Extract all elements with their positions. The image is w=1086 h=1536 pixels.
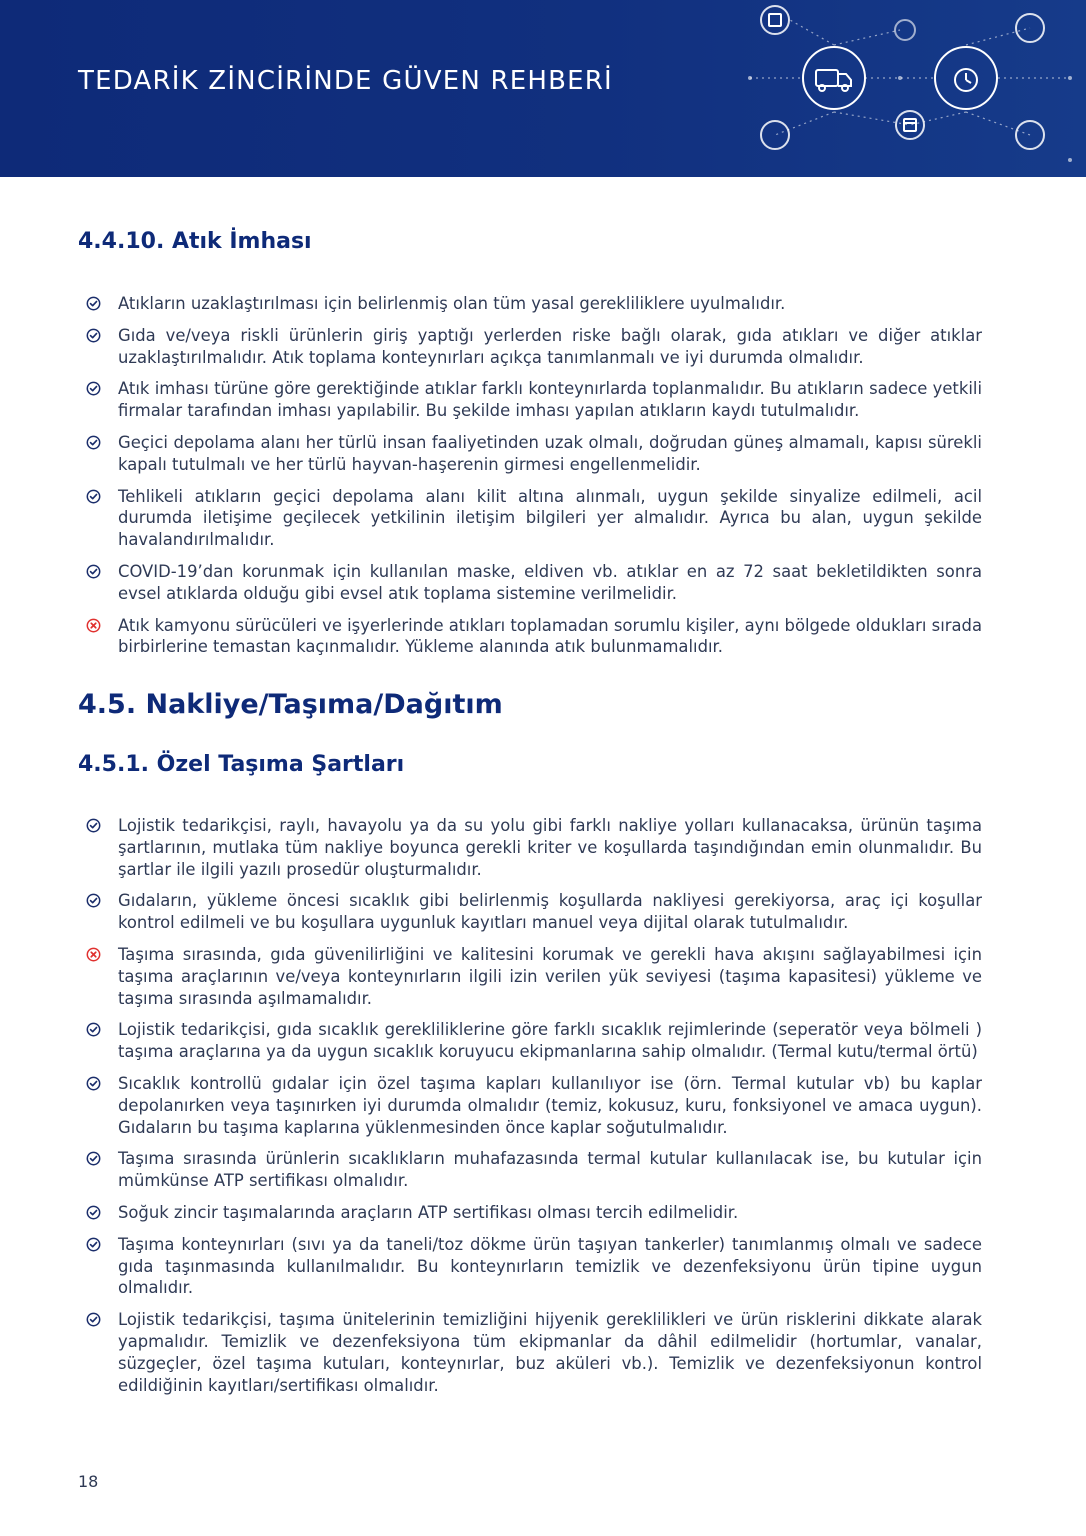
list-item-text: Tehlikeli atıkların geçici depolama alanı kilit altına alınmalı, uygun şekilde sinyalize edilmeli, acil durumda iletişime geçilecek yetkilinin iletişim bilgileri yer almalıdır. Ayrıca bu alan, uygun şekilde havalandırılmalıdır. — [118, 486, 982, 550]
check-circle-icon — [86, 435, 101, 450]
list-item-text: Atıkların uzaklaştırılması için belirlenmiş olan tüm yasal gerekliliklere uyulmalıdır. — [118, 294, 786, 313]
check-circle-icon — [86, 1205, 101, 1220]
page-header — [0, 0, 1086, 177]
list-item — [78, 944, 982, 1009]
check-circle-icon — [86, 564, 101, 579]
list-item — [78, 1019, 982, 1063]
list-item-text: Atık imhası türüne göre gerektiğinde atıklar farklı konteynırlarda toplanmalıdır. Bu atıkların sadece yetkili firmalar tarafından imhası yapılabilir. Bu şekilde imhası yapılan atıkların kaydı tutulmalıdır. — [118, 379, 982, 421]
check-circle-icon — [86, 893, 101, 908]
check-circle-icon — [86, 1022, 101, 1037]
list-item-text: Geçici depolama alanı her türlü insan faaliyetinden uzak olmalı, doğrudan güneş almamalı, kapısı sürekli kapalı tutulmalı ve her türlü hayvan-haşerenin girmesi engellenmelidir. — [118, 432, 982, 474]
list-item — [78, 432, 982, 476]
check-circle-icon — [86, 296, 101, 311]
section-title-waste-disposal: 4.4.10. Atık İmhası — [78, 229, 312, 254]
list-item — [78, 1148, 982, 1192]
check-circle-icon — [86, 1312, 101, 1327]
list-item-text: Gıdaların, yükleme öncesi sıcaklık gibi belirlenmiş koşullarda nakliyesi gerekiyorsa, araç içi koşullar kontrol edilmeli ve bu koşullara uygunluk kayıtları manuel veya dijital olarak tutulmalıdır. — [118, 891, 982, 933]
check-circle-icon — [86, 328, 101, 343]
supply-network-illustration — [730, 0, 1086, 177]
list-item-text: COVID-19’dan korunmak için kullanılan maske, eldiven vb. atıklar en az 72 saat bekletildikten sonra evsel atıklarda olduğu gibi evsel atık toplama sistemine verilmelidir. — [118, 561, 982, 603]
list-item-text: Taşıma sırasında, gıda güvenilirliğini ve kalitesini korumak ve gerekli hava akışını sağlayabilmesi için taşıma araçlarının ve/veya konteynırların ilgili izin verilen yük seviyesi (taşıma kapasitesi) yükleme ve taşıma sırasında aşılmamalıdır. — [118, 944, 982, 1008]
list-item — [78, 1073, 982, 1138]
list-item-text: Lojistik tedarikçisi, raylı, havayolu ya da su yolu gibi farklı nakliye yolları kullanacaksa, ürünün taşıma şartlarının, mutlaka tüm nakliye boyunca gerekli kriter ve koşullarda taşındığından emin olunmalıdır. Bu şartlar ile ilgili yazılı prosedür oluşturmalıdır. — [118, 816, 982, 879]
list-item — [78, 1202, 982, 1224]
list-item — [78, 615, 982, 659]
check-circle-icon — [86, 1237, 101, 1252]
list-item — [78, 561, 982, 605]
list-item — [78, 815, 982, 880]
list-item-text: Lojistik tedarikçisi, taşıma ünitelerinin temizliğini hijyenik gereklilikleri ve ürün risklerini dikkate alarak yapmalıdır. Temizlik ve dezenfeksiyona tüm ekipmanlar da dâhil edilmelidir (hortumlar, vanalar, süzgeçler, özel taşıma kutuları, konteynırlar, buz aküleri vb.). Temizlik ve dezenfeksiyonun kontrol edildiğinin kayıtları/sertifikası olmalıdır. — [118, 1310, 982, 1395]
list-item-text: Taşıma sırasında ürünlerin sıcaklıkların muhafazasında termal kutular kullanılacak ise, bu kutular için mümkünse ATP sertifikası olmalıdır. — [118, 1149, 982, 1191]
list-item-text: Soğuk zincir taşımalarında araçların ATP sertifikası olması tercih edilmelidir. — [118, 1202, 739, 1222]
section-title-transport: 4.5. Nakliye/Taşıma/Dağıtım — [78, 689, 503, 720]
page-number: 18 — [78, 1472, 99, 1491]
list-item — [78, 378, 982, 422]
list-item-text: Sıcaklık kontrollü gıdalar için özel taşıma kapları kullanılıyor ise (örn. Termal kutular vb) bu kaplar depolanırken veya taşınırken iyi durumda olmalıdır (temiz, kokusuz, kuru, fonksiyonel ve amaca uygun). Gıdaların bu taşıma kaplarına yüklenmesinden önce kaplar soğutulmalıdır. — [118, 1073, 982, 1137]
list-item — [78, 293, 982, 315]
check-circle-icon — [86, 381, 101, 396]
list-item-text: Gıda ve/veya riskli ürünlerin giriş yaptığı yerlerden riske bağlı olarak, gıda atıkları ve diğer atıklar uzaklaştırılmalıdır. Atık toplama konteynırları açıkça tanımlanmalı ve iyi durumda olmalıdır. — [118, 325, 982, 367]
list-item-text: Taşıma konteynırları (sıvı ya da taneli/toz dökme ürün taşıyan tankerler) tanımlanmış olmalı ve sadece gıda taşınmasında kullanılmalıdır. Bu konteynırların temizlik ve dezenfeksiyonu ürün tipine uygun olmalıdır. — [118, 1234, 982, 1298]
list-item — [78, 1234, 982, 1299]
list-item-text: Atık kamyonu sürücüleri ve işyerlerinde atıkları toplamadan sorumlu kişiler, aynı bölgede oldukları sırada birbirlerine temastan kaçınmalıdır. Yükleme alanında atık bulunmamalıdır. — [118, 615, 982, 657]
section-title-special-transport: 4.5.1. Özel Taşıma Şartları — [78, 752, 405, 777]
check-circle-icon — [86, 818, 101, 833]
check-circle-icon — [86, 1076, 101, 1091]
list-item — [78, 325, 982, 369]
check-circle-icon — [86, 1151, 101, 1166]
list-item — [78, 890, 982, 934]
list-item — [78, 1309, 982, 1396]
list-item — [78, 486, 982, 551]
cross-circle-icon — [86, 618, 101, 633]
list-item-text: Lojistik tedarikçisi, gıda sıcaklık gerekliliklerine göre farklı sıcaklık rejimlerinde (seperatör veya bölmeli ) taşıma araçlarına ya da uygun sıcaklık koruyucu ekipmanlarına sahip olmalıdır. (Termal kutu/termal örtü) — [118, 1020, 982, 1062]
check-circle-icon — [86, 489, 101, 504]
document-title: TEDARİK ZİNCİRİNDE GÜVEN REHBERİ — [78, 66, 613, 96]
cross-circle-icon — [86, 947, 101, 962]
waste-disposal-list — [78, 293, 982, 668]
special-transport-list — [78, 815, 982, 1406]
